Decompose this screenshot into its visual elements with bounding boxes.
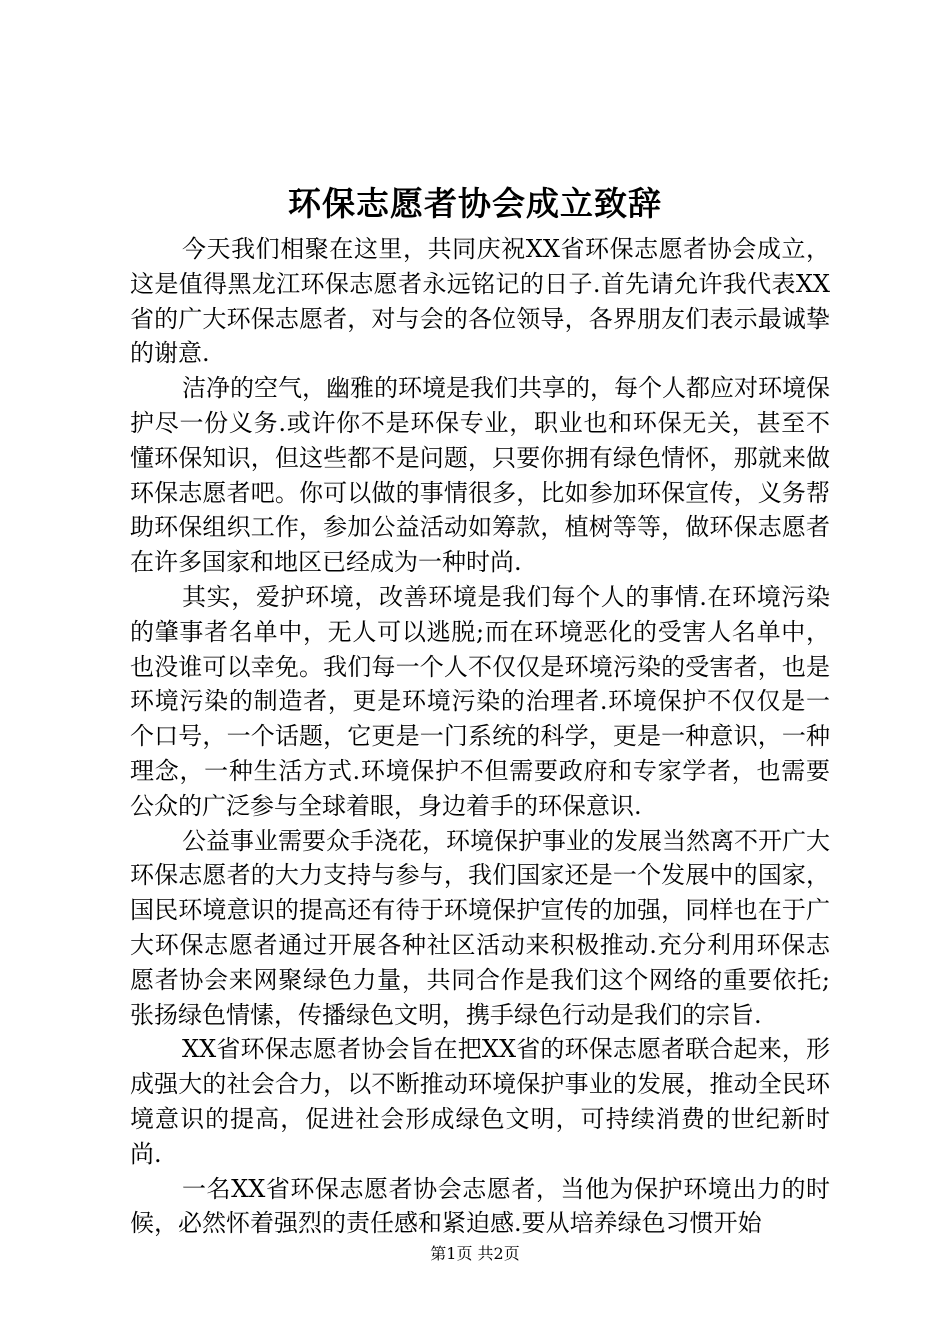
- document-title: 环保志愿者协会成立致辞: [288, 184, 662, 223]
- paragraph: 洁净的空气，幽雅的环境是我们共享的，每个人都应对环境保护尽一份义务.或许你不是环保专业，职业也和环保无关，甚至不懂环保知识，但这些都不是问题，只要你拥有绿色情怀，那就来做环保志愿者吧。你可以做的事情很多，比如参加环保宣传，义务帮助环保组织工作，参加公益活动如筹款，植树等等，做环保志愿者在许多国家和地区已经成为一种时尚.: [130, 374, 830, 577]
- paragraph: 其实，爱护环境，改善环境是我们每个人的事情.在环境污染的肇事者名单中，无人可以逃脱;而在环境恶化的受害人名单中，也没谁可以幸免。我们每一个人不仅仅是环境污染的受害者，也是环境污染的制造者，更是环境污染的治理者.环境保护不仅仅是一个口号，一个话题，它更是一门系统的科学，更是一种意识，一种理念，一种生活方式.环境保护不但需要政府和专家学者，也需要公众的广泛参与全球着眼，身边着手的环保意识.: [130, 582, 830, 820]
- paragraph: 公益事业需要众手浇花，环境保护事业的发展当然离不开广大环保志愿者的大力支持与参与，我们国家还是一个发展中的国家，国民环境意识的提高还有待于环境保护宣传的加强，同样也在于广大环保志愿者通过开展各种社区活动来积极推动.充分利用环保志愿者协会来网聚绿色力量，共同合作是我们这个网络的重要依托;张扬绿色情愫，传播绿色文明，携手绿色行动是我们的宗旨.: [130, 826, 830, 1029]
- paragraph: 一名XX省环保志愿者协会志愿者，当他为保护环境出力的时候，必然怀着强烈的责任感和紧迫感.要从培养绿色习惯开始: [130, 1174, 830, 1238]
- paragraph: 今天我们相聚在这里，共同庆祝XX省环保志愿者协会成立，这是值得黑龙江环保志愿者永远铭记的日子.首先请允许我代表XX省的广大环保志愿者，对与会的各位领导，各界朋友们表示最诚挚的谢意.: [130, 235, 830, 368]
- document-body: [130, 232, 830, 1241]
- paragraph: XX省环保志愿者协会旨在把XX省的环保志愿者联合起来，形成强大的社会合力，以不断推动环境保护事业的发展，推动全民环境意识的提高，促进社会形成绿色文明，可持续消费的世纪新时尚.: [130, 1035, 830, 1168]
- page-number-footer: 第1页 共2页: [430, 1244, 520, 1263]
